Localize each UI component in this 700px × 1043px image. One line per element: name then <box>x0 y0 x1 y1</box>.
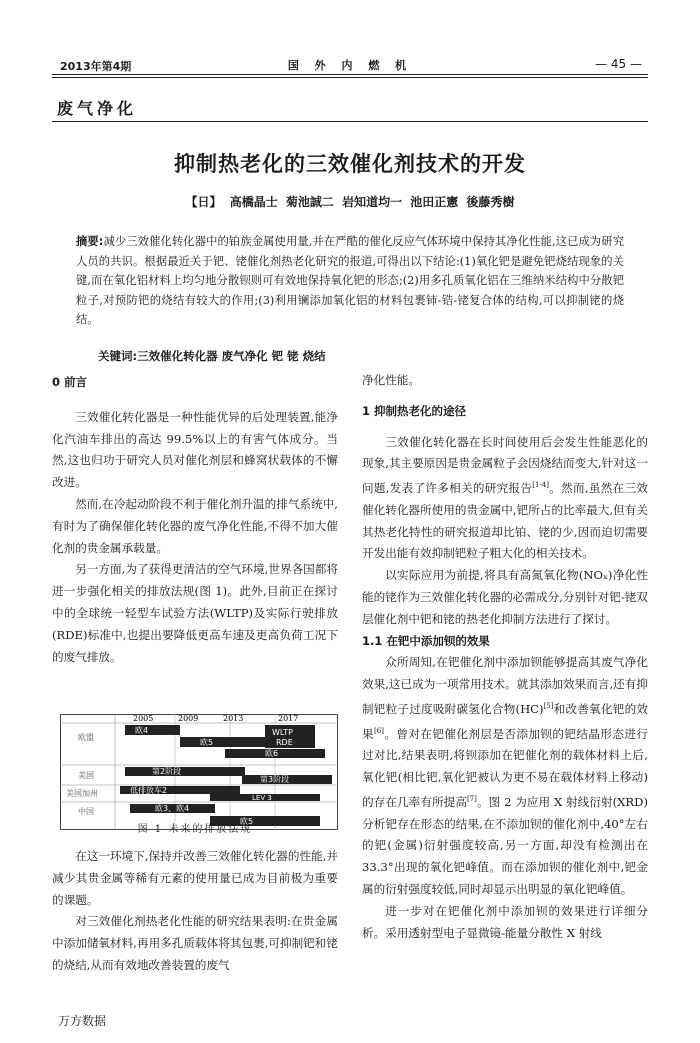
region-label: 美国加州 <box>66 789 98 798</box>
year-label: 2005 <box>133 714 154 723</box>
bar-label: LEV 3 <box>252 794 272 802</box>
citation: [6] <box>374 726 384 735</box>
paragraph-text: 众所周知,在钯催化剂中添加钡能够提高其废气净化效果,这已成为一项常用技术。就其添加效果而言,还有抑制钯粒子过度吸附碳氢化合物(HC) <box>362 655 648 716</box>
paragraph: 在这一环境下,保持并改善三效催化转化器的性能,并减少其贵金属等稀有元素的使用量已成为目前极为重要的课题。 <box>52 849 338 907</box>
authors: 【日】 高橋晶士 菊池誠二 岩知道均一 池田正憲 後藤秀樹 <box>185 195 515 209</box>
paragraph-text: 和改善氧化钯的效果 <box>362 701 648 741</box>
right-column <box>362 370 648 944</box>
citation: [7] <box>467 794 477 803</box>
heading-introduction: 0 前言 <box>52 375 88 389</box>
abstract <box>76 232 624 330</box>
bar-label: 第3阶段 <box>260 775 290 784</box>
bar-label: 第2阶段 <box>152 767 182 776</box>
running-header <box>52 54 648 76</box>
issue-label: 2013年第4期 <box>60 60 132 73</box>
year-label: 2017 <box>278 714 299 723</box>
emission-regulation-figure <box>60 714 338 830</box>
left-column-bottom <box>52 846 338 977</box>
bar-euro4 <box>125 725 180 735</box>
paragraph: 进一步对在钯催化剂中添加钡的效果进行详细分析。采用透射型电子显微镜-能量分散性 X 射线 <box>362 903 648 940</box>
header-rule-thin <box>52 77 648 78</box>
citation: [5] <box>543 702 554 711</box>
heading-section-1: 1 抑制热老化的途径 <box>362 403 467 418</box>
citation: [1-4] <box>532 481 550 490</box>
year-label: 2013 <box>223 714 244 723</box>
bar-label: 欧5 <box>240 817 254 826</box>
bar-label: 欧4 <box>135 726 149 735</box>
left-column-top <box>52 372 338 668</box>
bar-label: 欧3、欧4 <box>155 804 190 813</box>
paragraph: 对三效催化剂热老化性能的研究结果表明:在贵金属中添加储氧材料,再用多孔质载体将其包裹,可抑制钯和铑的烧结,从而有效地改善装置的废气 <box>52 914 338 972</box>
bar-label: 欧6 <box>265 749 279 758</box>
paragraph-continued: 净化性能。 <box>362 373 420 387</box>
article-title: 抑制热老化的三效催化剂技术的开发 <box>174 152 526 176</box>
region-label: 欧盟 <box>78 733 94 742</box>
journal-name: 国 外 内 燃 机 <box>287 59 413 72</box>
section-tag: 废气净化 <box>57 99 138 118</box>
section-rule <box>52 121 648 122</box>
paragraph: 另一方面,为了获得更清洁的空气环境,世界各国都将进一步强化相关的排放法规(图 1)。此外,目前正在探讨中的全球统一轻型车试验方法(WLTP)及实际行驶排放(RDE)标准中,也提出要降低更高车速及更高负荷工况下的废气排放。 <box>52 562 338 664</box>
paragraph: 三效催化转化器是一种性能优异的后处理装置,能净化汽油车排出的高达 99.5%以上的有害气体成分。当然,这也归功于研究人员对催化剂层和蜂窝状载体的不懈改进。 <box>52 409 338 490</box>
paragraph: 以实际应用为前提,将具有高氮氧化物(NOₓ)净化性能的铑作为三效催化转化器的必需成分,分别针对钯-铑双层催化剂中钯和铑的热老化抑制方法进行了探讨。 <box>362 568 648 626</box>
keywords: 关键词:三效催化转化器 废气净化 钯 铑 烧结 <box>98 349 326 363</box>
bar-label: RDE <box>276 738 293 747</box>
figure-caption: 图 1 未来的排放法规 <box>137 824 253 835</box>
paragraph-text: 。曾对在钯催化剂层是否添加钡的钯结晶形态进行过对比,结果表明,将钡添加在钯催化剂的载体材料上后,氧化钯(相比钯,氧化钯被认为更不易在载体材料上移动)的存在几率有所提高 <box>362 726 648 809</box>
paragraph-text: 。然而,虽然在三效催化转化器所使用的贵金属中,钯所占的比率最大,但有关其热老化特性的研究报道却比铂、铑的少,因而迫切需要开发出能有效抑制钯粒子粗大化的相关技术。 <box>362 481 649 561</box>
page-number: — 45 — <box>595 57 642 71</box>
footer-watermark: 万方数据 <box>58 1014 107 1028</box>
paragraph <box>362 652 648 900</box>
region-label: 中国 <box>78 807 94 816</box>
bar-euro5 <box>180 737 270 747</box>
year-label: 2009 <box>178 714 199 723</box>
bar-label: WLTP <box>272 728 293 737</box>
paragraph-text: 。图 2 为应用 X 射线衍射(XRD)分析钯存在形态的结果,在不添加钡的催化剂中,40°左右的钯(金属)衍射强度较高,另一方面,却没有检测出在 33.3°出现的氧化钯峰值。而在添加钡的催化剂中,钯金属的衍射强度较低,同时却显示出明显的氧化钯峰值。 <box>362 794 648 896</box>
paragraph-text: 三效催化转化器在长时间使用后会发生性能恶化的现象,其主要原因是贵金属粒子会因烧结而变大,针对这一问题,发表了许多相关的研究报告 <box>362 434 648 496</box>
abstract-label: 摘要: <box>76 235 104 248</box>
region-label: 美国 <box>78 771 94 780</box>
bar-label: 低排放车2 <box>130 786 168 795</box>
paragraph: 然而,在冷起动阶段不利于催化剂升温的排气系统中,有时为了确保催化转化器的废气净化性能,不得不加大催化剂的贵金属承载量。 <box>52 496 338 555</box>
bar-tier2 <box>125 767 245 776</box>
header-rule <box>52 74 648 75</box>
bar-label: 欧5 <box>200 738 214 747</box>
paragraph <box>362 432 648 566</box>
abstract-text: 减少三效催化转化器中的铂族金属使用量,并在严酷的催化反应气体环境中保持其净化性能,这已成为研究人员的共识。根据最近关于钯、铑催化剂热老化研究的报道,可得出以下结论:(1)氧化钯是避免钯烧结现象的关键,而在氧化铝材料上均匀地分散钡则可有效地保持氧化钯的形态;(2)用多孔质氧化铝在三维纳米结构中分散钯粒子,对预防钯的烧结有较大的作用;(3)利用镧添加氧化铝的材料包裹铈-锆-铑复合体的结构,可以抑制铑的烧结。 <box>76 235 625 326</box>
heading-section-1-1: 1.1 在钯中添加钡的效果 <box>362 633 490 648</box>
